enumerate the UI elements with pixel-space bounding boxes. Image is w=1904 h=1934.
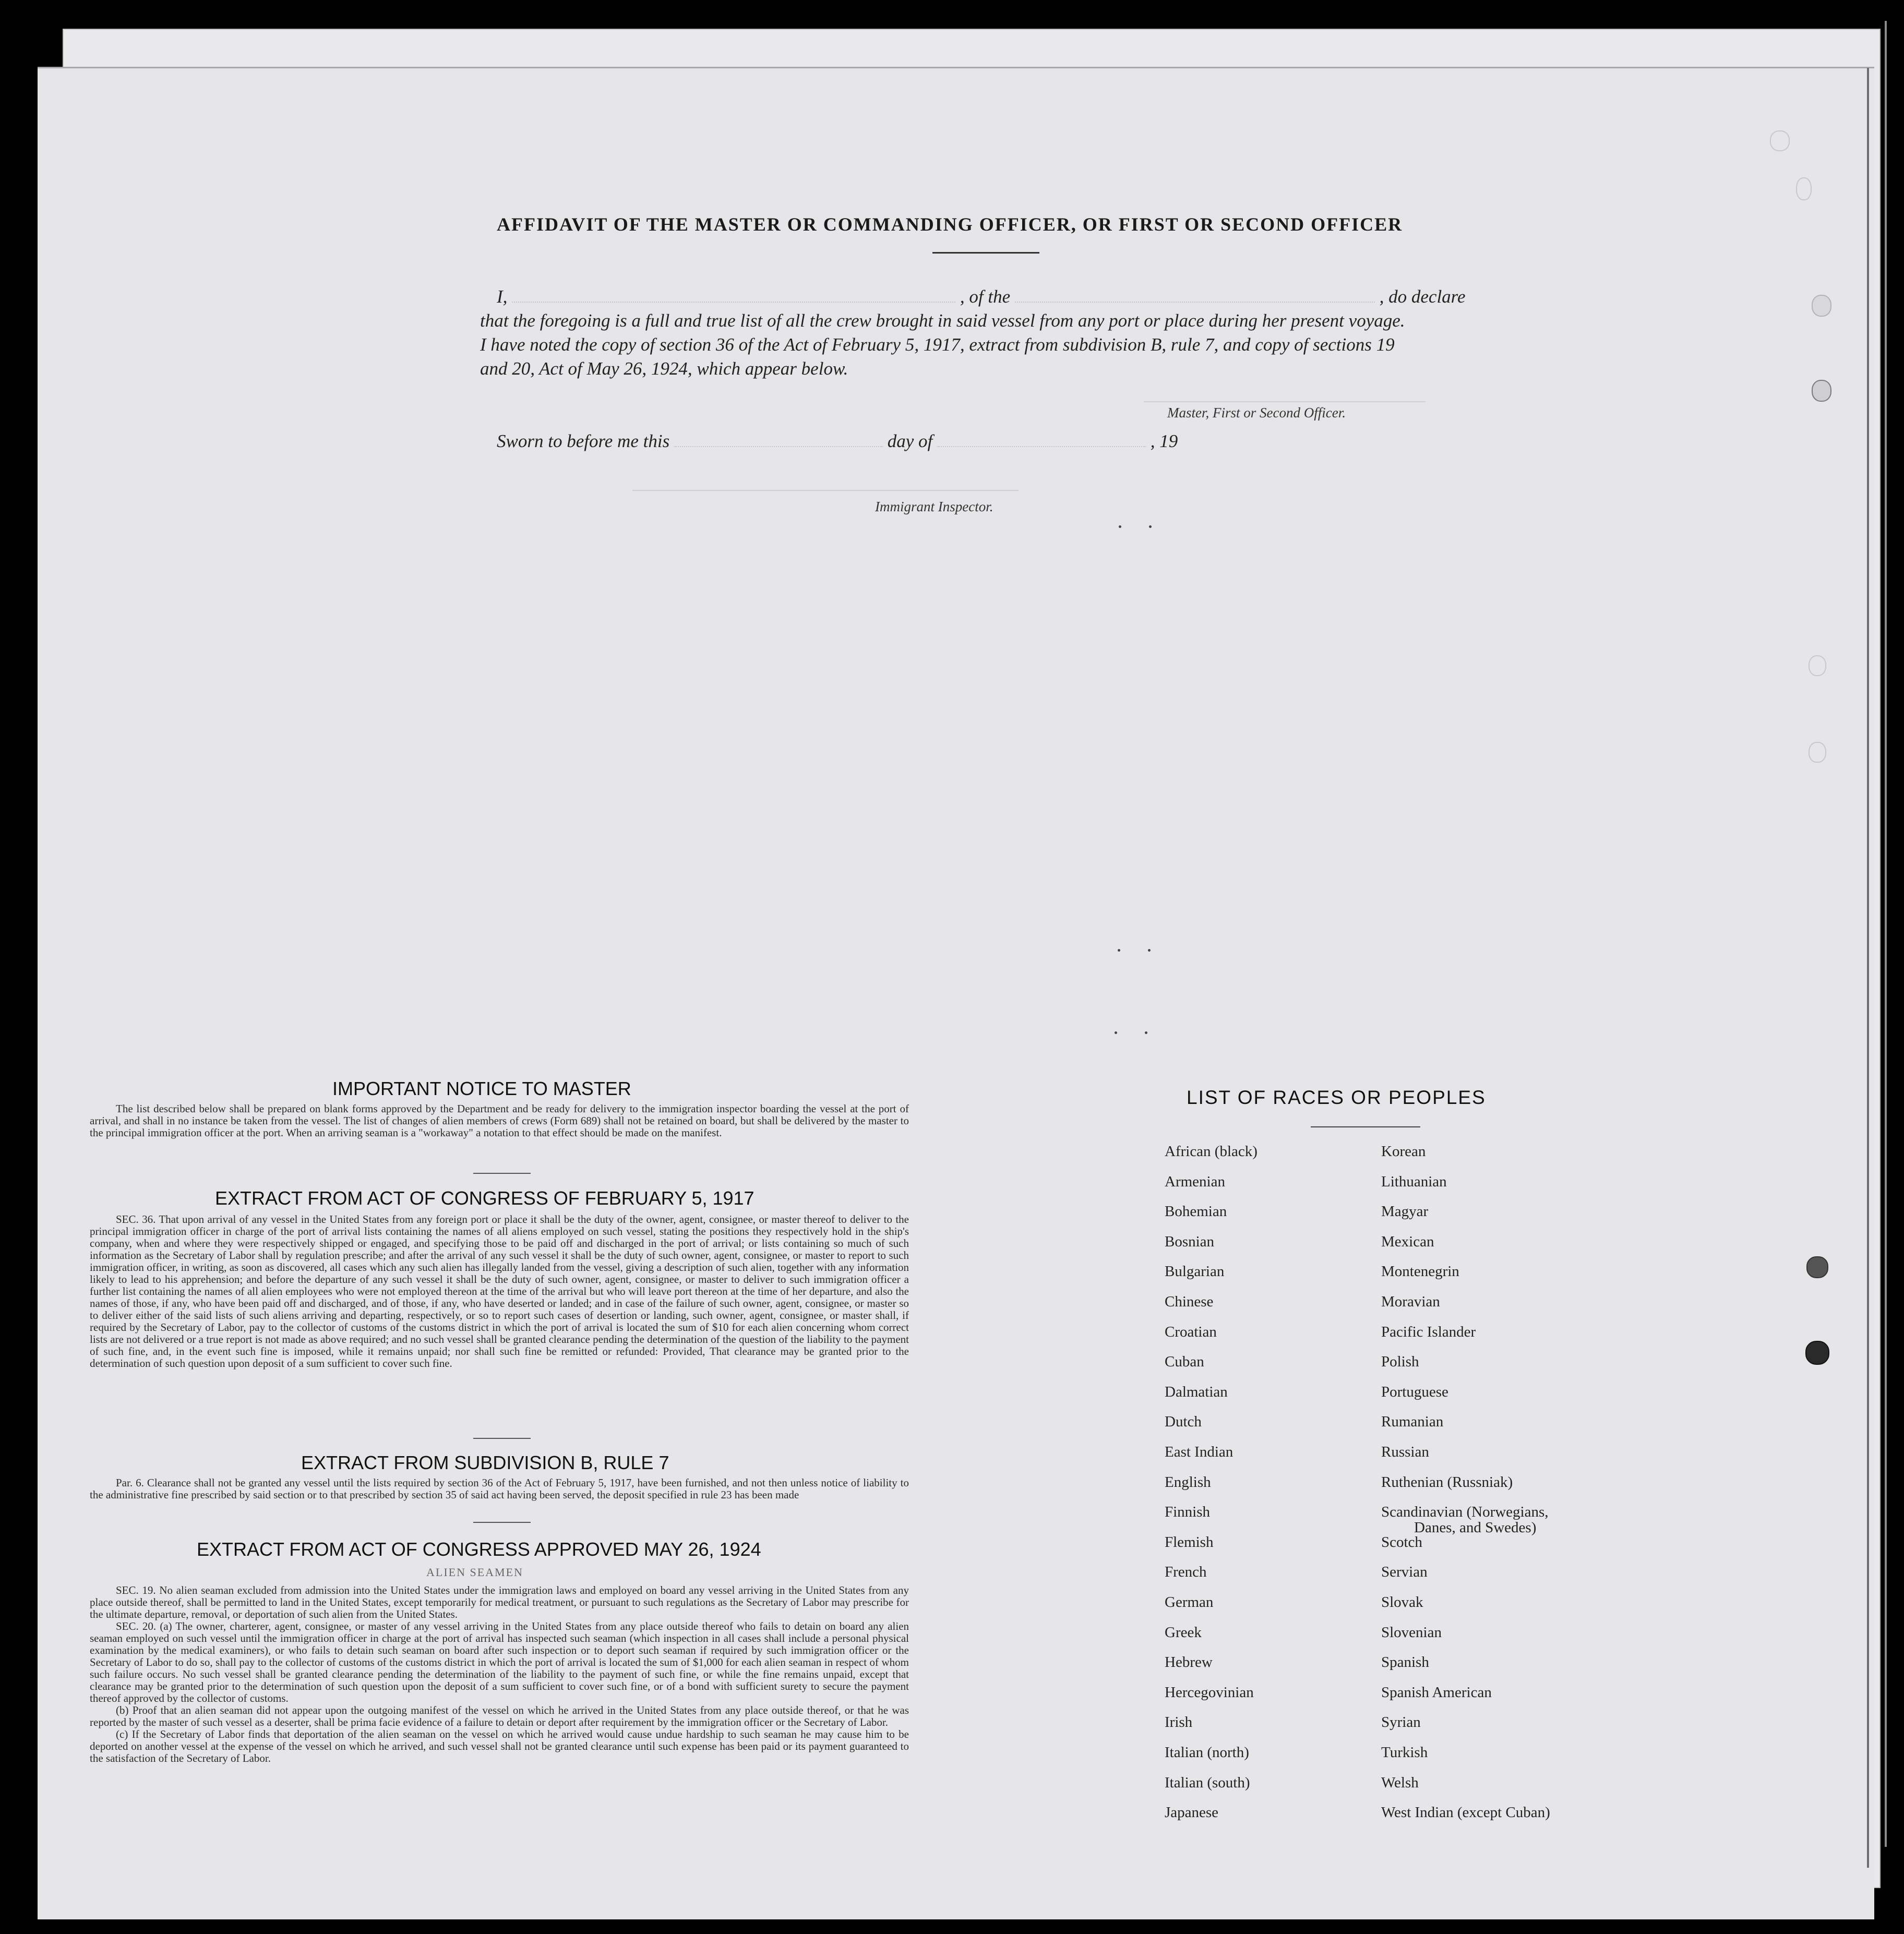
race-item: Italian (south) bbox=[1165, 1774, 1250, 1791]
race-item: Syrian bbox=[1381, 1714, 1421, 1731]
affidavit-line-4: and 20, Act of May 26, 1924, which appear below. bbox=[480, 358, 848, 379]
scan-speck bbox=[1148, 949, 1151, 952]
race-item: Bulgarian bbox=[1165, 1263, 1225, 1280]
affidavit-title: AFFIDAVIT OF THE MASTER OR COMMANDING OFFICER, OR FIRST OR SECOND OFFICER bbox=[497, 214, 1403, 235]
section-36-paragraph: SEC. 36. That upon arrival of any vessel in the United States from any foreign port or place it shall be the duty of the owner, agent, consignee, or master thereof to deliver to the principal immigration officer in charge of the port of arrival lists containing the names of all aliens employed on such vessel, stating the positions they respectively hold in the ship's company, when and where they were respectively shipped or engaged, and specifying those to be paid off and discharged in the port of arrival; or lists containing so much of such information as the Secretary of Labor shall by regulation prescribe; and after the arrival of any such vessel it shall be the duty of such owner, agent, consignee, or master to report to such immigration officer, in writing, as soon as discovered, all cases which any such alien has illegally landed from the vessel, giving a description of such alien, together with any information likely to lead to his apprehension; and before the departure of any such vessel it shall be the duty of such owner, agent, consignee, or master to deliver to such immigration officer a further list containing the names of all alien employees who were not employed thereon at the time of the arrival but who will leave port thereon at the time of her departure, and also the names of those, if any, who have been paid off and discharged, and of those, if any, who have deserted or landed; and in case of the failure of such owner, agent, consignee, or master so to deliver either of the said lists of such aliens arriving and departing, respectively, or so to report such cases of desertion or landing, such owner, agent, consignee, or master shall, if required by the Secretary of Labor, pay to the collector of customs of the customs district in which the port of arrival is located the sum of $10 for each alien concerning whom correct lists are not delivered or a true report is not made as above required; and no such vessel shall be granted clearance pending the determination of the question of the liability to the payment of such fine, and, in the event such fine is imposed, while it remains unpaid; nor shall such fine be remitted or refunded: Provided, That clearance may be granted prior to the determination of such question upon deposit of a sum sufficient to cover such fine. bbox=[90, 1213, 909, 1370]
race-item: Polish bbox=[1381, 1353, 1419, 1370]
rule-7-text bbox=[90, 1477, 909, 1501]
race-item: Spanish bbox=[1381, 1654, 1429, 1671]
affidavit-i: I, bbox=[497, 286, 508, 307]
race-item: German bbox=[1165, 1594, 1214, 1611]
inspector-caption: Immigrant Inspector. bbox=[875, 499, 993, 514]
rule-7-divider bbox=[473, 1522, 531, 1523]
race-item: Scotch bbox=[1381, 1534, 1422, 1551]
race-item: Lithuanian bbox=[1381, 1173, 1447, 1190]
notice-title: IMPORTANT NOTICE TO MASTER bbox=[332, 1078, 631, 1099]
master-caption: Master, First or Second Officer. bbox=[1167, 405, 1346, 421]
binder-hole bbox=[1812, 295, 1831, 317]
race-item: Dalmatian bbox=[1165, 1384, 1228, 1400]
races-title: LIST OF RACES OR PEOPLES bbox=[1187, 1087, 1486, 1108]
affidavit-line-2: that the foregoing is a full and true list of all the crew brought in said vessel from any port or place during her present voyage. bbox=[480, 310, 1405, 331]
notice-divider bbox=[473, 1173, 531, 1174]
affidavit-do-declare: , do declare bbox=[1379, 286, 1466, 307]
affidavit-line-1 bbox=[497, 286, 1466, 307]
binder-hole bbox=[1805, 1341, 1829, 1365]
race-item: Korean bbox=[1381, 1143, 1426, 1160]
extract-1924-text bbox=[90, 1584, 909, 1764]
race-item: Cuban bbox=[1165, 1353, 1204, 1370]
scan-speck bbox=[1145, 1031, 1147, 1034]
sworn-line bbox=[497, 431, 1178, 452]
sworn-month-blank[interactable] bbox=[937, 431, 1146, 447]
race-item: Japanese bbox=[1165, 1804, 1219, 1821]
race-item: Bosnian bbox=[1165, 1233, 1215, 1250]
race-item: Servian bbox=[1381, 1564, 1428, 1580]
race-item: Armenian bbox=[1165, 1173, 1225, 1190]
race-item: African (black) bbox=[1165, 1143, 1258, 1160]
race-item: Dutch bbox=[1165, 1413, 1202, 1430]
binder-hole bbox=[1809, 742, 1826, 763]
race-item: Portuguese bbox=[1381, 1384, 1448, 1400]
race-item: English bbox=[1165, 1474, 1211, 1491]
race-item: Montenegrin bbox=[1381, 1263, 1459, 1280]
race-item: Turkish bbox=[1381, 1744, 1428, 1761]
race-item: Irish bbox=[1165, 1714, 1193, 1731]
section-20b-paragraph: (b) Proof that an alien seaman did not appear upon the outgoing manifest of the vessel on which he arrived in the United States from any place outside thereof, or that he was reported by the master of such vessel as a deserter, shall be prima facie evidence of a failure to detain or deport after requirement by the immigration officer or the Secretary of Labor. bbox=[90, 1704, 909, 1728]
race-item: Greek bbox=[1165, 1624, 1202, 1641]
race-item: Rumanian bbox=[1381, 1413, 1444, 1430]
binder-hole bbox=[1809, 655, 1826, 676]
binder-hole bbox=[1770, 130, 1790, 151]
notice-paragraph: The list described below shall be prepared on blank forms approved by the Department and be ready for delivery to the immigration inspector boarding the vessel at the port of arrival, and shall in no instance be taken from the vessel. The list of changes of alien members of crews (Form 689) shall not be retained on board, but shall be delivered by the master to the principal immigration officer at the port. When an arriving seaman is a "workaway" a notation to that effect should be made on the manifest. bbox=[90, 1102, 909, 1139]
race-item: Moravian bbox=[1381, 1293, 1440, 1310]
section-19-paragraph: SEC. 19. No alien seaman excluded from admission into the United States under the immigration laws and employed on board any vessel arriving in the United States from any place outside thereof, shall be permitted to land in the United States, except temporarily for medical treatment, or pursuant to such regulations as the Secretary of Labor may prescribe for the ultimate departure, removal, or deportation of such alien from the United States. bbox=[90, 1584, 909, 1620]
notice-text bbox=[90, 1103, 909, 1139]
race-item: Scandinavian (Norwegians, bbox=[1381, 1504, 1549, 1520]
day-of-text: day of bbox=[887, 431, 933, 451]
affidavit-line-3: I have noted the copy of section 36 of the Act of February 5, 1917, extract from subdivision B, rule 7, and copy of sections 19 bbox=[480, 334, 1395, 355]
scan-speck bbox=[1115, 1031, 1117, 1034]
race-item: Hercegovinian bbox=[1165, 1684, 1254, 1701]
alien-seamen-subtitle: ALIEN SEAMEN bbox=[426, 1566, 523, 1579]
scan-speck bbox=[1149, 525, 1152, 528]
race-item: Russian bbox=[1381, 1444, 1429, 1460]
affidavit-of-the: , of the bbox=[960, 286, 1011, 307]
scan-speck bbox=[1118, 949, 1120, 952]
race-item: Pacific Islander bbox=[1381, 1324, 1476, 1340]
rule-7-title: EXTRACT FROM SUBDIVISION B, RULE 7 bbox=[301, 1452, 669, 1473]
race-item: Finnish bbox=[1165, 1504, 1211, 1520]
race-item: Welsh bbox=[1381, 1774, 1419, 1791]
binder-hole bbox=[1796, 177, 1812, 200]
race-item: French bbox=[1165, 1564, 1207, 1580]
race-item: West Indian (except Cuban) bbox=[1381, 1804, 1550, 1821]
section-20c-paragraph: (c) If the Secretary of Labor finds that deportation of the alien seaman on the vessel on which he arrived would cause undue hardship to such seaman he may cause him to be deported on another vessel at the expense of the vessel on which he arrived, and such vessel shall not be granted clearance until such expense has been paid or its payment guaranteed to the satisfaction of the Secretary of Labor. bbox=[90, 1728, 909, 1764]
officer-name-blank[interactable] bbox=[512, 287, 955, 303]
inspector-signature-line[interactable] bbox=[632, 490, 1019, 491]
race-item: Chinese bbox=[1165, 1293, 1214, 1310]
races-title-rule bbox=[1311, 1126, 1420, 1127]
section-20a-paragraph: SEC. 20. (a) The owner, charterer, agent, consignee, or master of any vessel arriving in the United States from any place outside thereof who fails to detain on board any alien seaman employed on such vessel until the immigration officer in charge at the port of arrival has inspected such seaman (which inspection in all cases shall include a personal physical examination by the medical examiners), or who fails to detain such seaman on board after such inspection or to deport such seaman if required by such immigration officer or the Secretary of Labor to do so, shall pay to the collector of customs of the customs district in which the port of arrival is located the sum of $1,000 for each alien seaman in respect of whom such failure occurs. No such vessel shall be granted clearance pending the determination of the liability to the payment of such fine, or while the fine remains unpaid, except that clearance may be granted prior to the determination of such question upon the deposit of a sum sufficient to cover such fine, or of a bond with sufficient surety to secure the payment thereof approved by the collector of customs. bbox=[90, 1620, 909, 1704]
form-page bbox=[38, 67, 1874, 1919]
sworn-text: Sworn to before me this bbox=[497, 431, 670, 451]
master-signature-line[interactable] bbox=[1144, 401, 1426, 402]
binder-hole bbox=[1806, 1256, 1828, 1278]
sheet-edge bbox=[1867, 68, 1869, 1868]
race-item: Flemish bbox=[1165, 1534, 1214, 1551]
race-item: Slovak bbox=[1381, 1594, 1423, 1611]
sheet-edge bbox=[1885, 21, 1887, 1847]
race-item: Bohemian bbox=[1165, 1203, 1227, 1220]
race-item: Mexican bbox=[1381, 1233, 1434, 1250]
affidavit-title-rule bbox=[932, 252, 1039, 254]
race-item: Slovenian bbox=[1381, 1624, 1442, 1641]
race-item: Ruthenian (Russniak) bbox=[1381, 1474, 1513, 1491]
binder-hole bbox=[1812, 380, 1831, 402]
extract-1917-title: EXTRACT FROM ACT OF CONGRESS OF FEBRUARY 5, 1917 bbox=[215, 1187, 755, 1209]
sworn-day-blank[interactable] bbox=[674, 431, 883, 447]
race-item: Hebrew bbox=[1165, 1654, 1213, 1671]
race-item: East Indian bbox=[1165, 1444, 1234, 1460]
race-item: Italian (north) bbox=[1165, 1744, 1249, 1761]
extract-1924-title: EXTRACT FROM ACT OF CONGRESS APPROVED MAY 26, 1924 bbox=[197, 1539, 761, 1560]
race-item: Magyar bbox=[1381, 1203, 1429, 1220]
year-text: , 19 bbox=[1150, 431, 1178, 451]
race-item: Croatian bbox=[1165, 1324, 1217, 1340]
race-item: Spanish American bbox=[1381, 1684, 1492, 1701]
vessel-name-blank[interactable] bbox=[1015, 287, 1375, 303]
extract-1917-divider bbox=[473, 1438, 531, 1439]
rule-7-paragraph: Par. 6. Clearance shall not be granted any vessel until the lists required by section 36 of the Act of February 5, 1917, have been furnished, and not then unless notice of liability to the administrative fine prescribed by said section or to that prescribed by section 35 of said act having been served, the deposit specified in rule 23 has been made bbox=[90, 1476, 909, 1501]
scan-speck bbox=[1119, 525, 1121, 528]
scandinavian-continuation: Danes, and Swedes) bbox=[1414, 1519, 1537, 1536]
extract-1917-text bbox=[90, 1214, 909, 1370]
